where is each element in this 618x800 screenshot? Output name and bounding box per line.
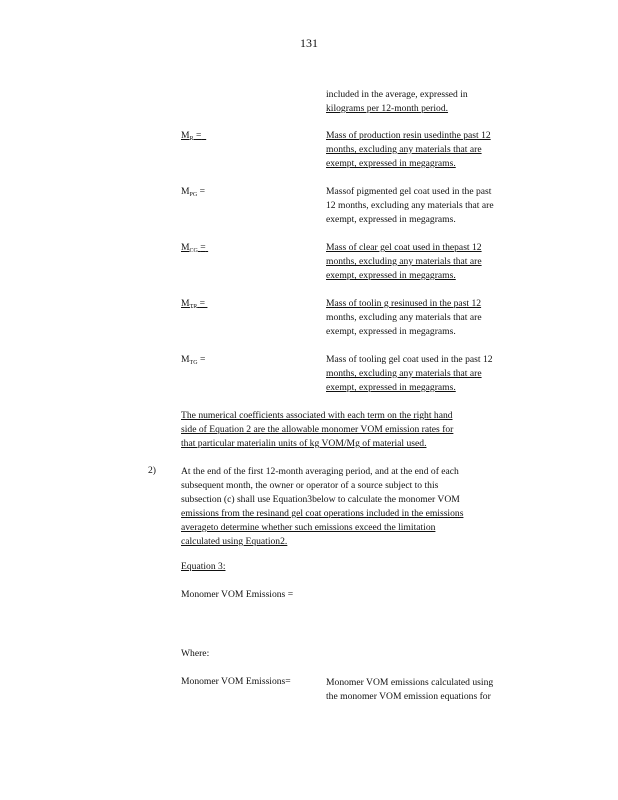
definition-line: exempt, expressed in megagrams. — [326, 270, 456, 281]
term-mtg — [181, 353, 205, 370]
definition-line: exempt, expressed in megagrams. — [326, 158, 456, 169]
term-symbol: M — [181, 130, 190, 141]
definition-line: Mass of toolin g resinused in the past 12 — [326, 298, 482, 309]
coefficients-note — [181, 409, 537, 451]
item-number: 2) — [148, 465, 156, 476]
paragraph-line: subsection (c) shall use Equation3below to calculate the monomer VOM — [181, 494, 460, 505]
definition-mcg — [326, 241, 536, 283]
term-subscript: CG — [189, 248, 198, 254]
definition-mtg — [326, 353, 536, 395]
term-symbol: M — [181, 242, 190, 253]
definition-mr — [326, 129, 536, 171]
intro-text — [326, 88, 536, 116]
definition-line: exempt, expressed in megagrams. — [326, 214, 456, 225]
paragraph-line: emissions from the resinand gel coat operations included in the emissions — [181, 508, 464, 519]
definition-line: months, excluding any materials that are — [326, 368, 482, 379]
where-label: Where: — [181, 648, 210, 659]
definition-line: months, excluding any materials that are — [326, 256, 482, 267]
definition-line: months, excluding any materials that are — [326, 312, 482, 323]
paragraph-line: At the end of the first 12-month averaging period, and at the end of each — [181, 466, 459, 477]
intro-line-1: included in the average, expressed in — [326, 89, 468, 100]
equation-lhs: Monomer VOM Emissions = — [181, 589, 294, 600]
term-symbol: M — [181, 186, 190, 197]
note-line: that particular materialin units of kg VOM/Mg of material used. — [181, 438, 427, 449]
term-subscript: PG — [189, 192, 198, 198]
term-subscript: TR — [189, 304, 198, 310]
intro-line-2: kilograms per 12-month period. — [326, 103, 449, 114]
final-definition — [326, 676, 536, 704]
definition-mtr — [326, 297, 536, 339]
paragraph-line: calculated using Equation2. — [181, 536, 288, 547]
definition-line: Mass of tooling gel coat used in the past 12 — [326, 354, 493, 365]
definition-line: the monomer VOM emission equations for — [326, 691, 491, 702]
equation-label: Equation 3: — [181, 561, 226, 572]
term-equals: = — [199, 298, 206, 309]
definition-line: Mass of production resin usedinthe past 12 — [326, 130, 491, 141]
item-2-paragraph — [181, 465, 537, 549]
term-mr — [181, 129, 206, 146]
note-line: side of Equation 2 are the allowable monomer VOM emission rates for — [181, 424, 454, 435]
definition-line: 12 months, excluding any materials that are — [326, 200, 494, 211]
definition-line: Monomer VOM emissions calculated using — [326, 677, 494, 688]
definition-line: months, excluding any materials that are — [326, 144, 482, 155]
paragraph-line: subsequent month, the owner or operator of a source subject to this — [181, 480, 439, 491]
definition-line: exempt, expressed in megagrams. — [326, 382, 456, 393]
paragraph-line: averageto determine whether such emissions exceed the limitation — [181, 522, 436, 533]
term-subscript: R — [189, 136, 194, 142]
definition-mpg — [326, 185, 536, 227]
page-number: 131 — [300, 36, 318, 50]
term-equals: = — [199, 354, 206, 365]
term-mcg — [181, 241, 208, 258]
definition-line: Massof pigmented gel coat used in the past — [326, 186, 492, 197]
term-symbol: M — [181, 354, 190, 365]
note-line: The numerical coefficients associated with each term on the right hand — [181, 410, 453, 421]
term-symbol: M — [181, 298, 190, 309]
definition-line: Mass of clear gel coat used in thepast 12 — [326, 242, 482, 253]
term-subscript: TG — [189, 360, 198, 366]
final-term: Monomer VOM Emissions= — [181, 676, 291, 687]
definition-line: exempt, expressed in megagrams. — [326, 326, 456, 337]
term-equals: = — [195, 130, 202, 141]
term-equals: = — [200, 242, 206, 253]
term-equals: = — [199, 186, 206, 197]
term-mtr — [181, 297, 207, 314]
term-mpg — [181, 185, 205, 202]
